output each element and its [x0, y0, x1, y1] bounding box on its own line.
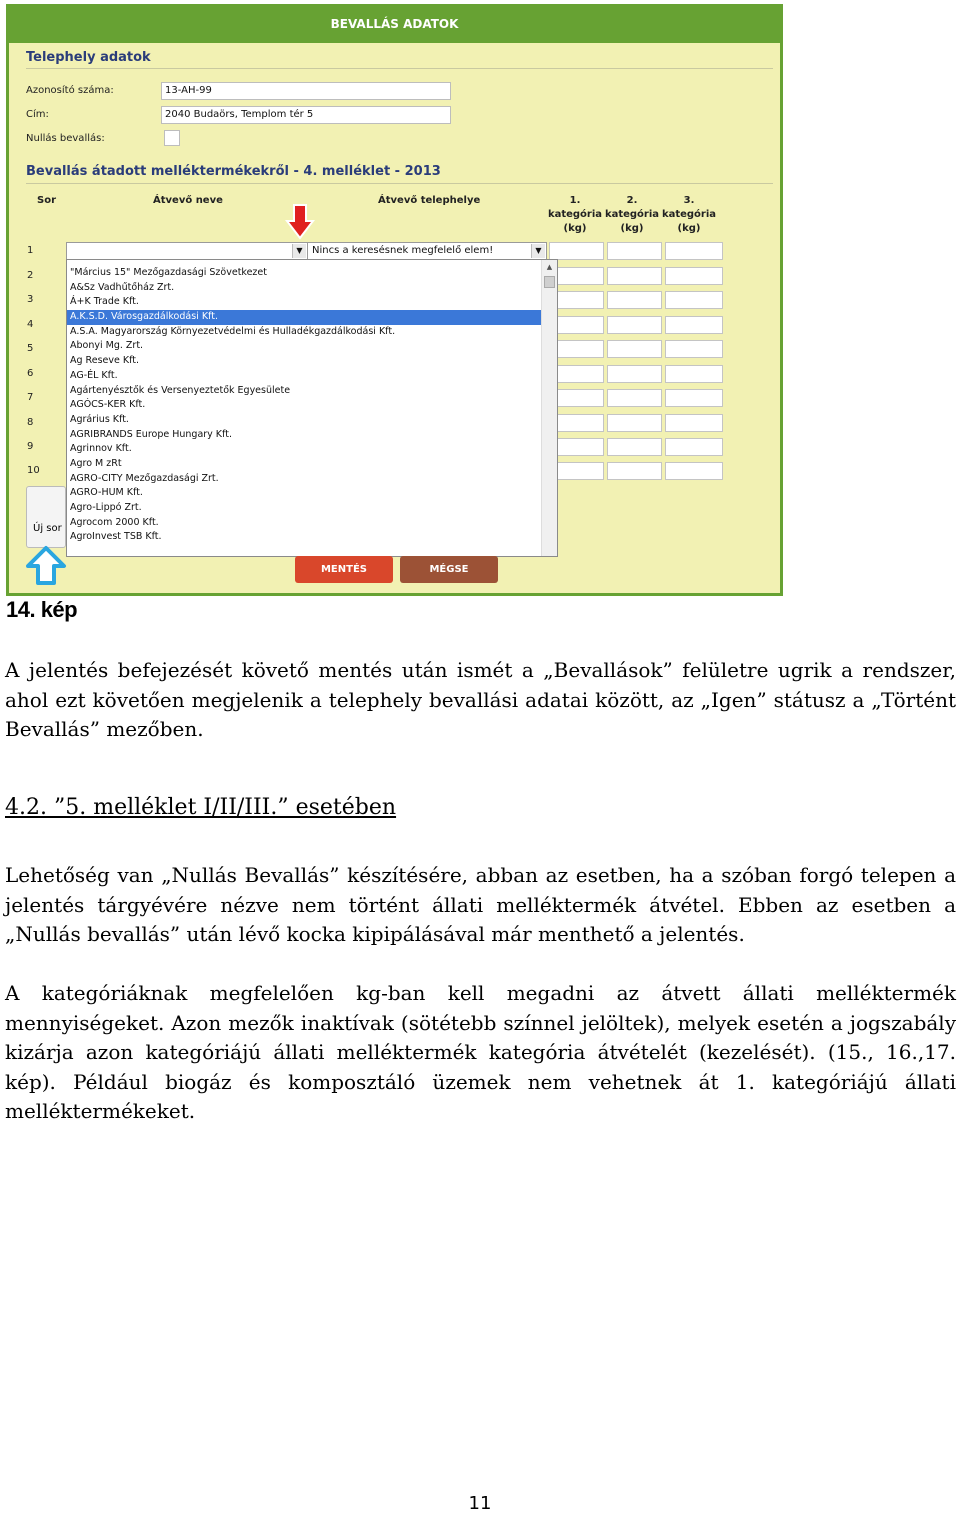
form-header: BEVALLÁS ADATOK — [9, 7, 780, 43]
cat3-input[interactable] — [665, 365, 723, 383]
row-number: 1 — [27, 245, 34, 256]
row-number: 4 — [27, 319, 34, 330]
id-field[interactable]: 13-AH-99 — [161, 82, 451, 100]
cat2-input[interactable] — [607, 242, 662, 260]
dropdown-option[interactable]: AGRO-HUM Kft. — [70, 487, 143, 499]
column-header-receiver-site: Átvevő telephelye — [378, 195, 481, 206]
dropdown-option[interactable]: Agro-Lippó Zrt. — [70, 502, 142, 513]
cat2-input[interactable] — [607, 438, 662, 456]
id-label: Azonosító száma: — [26, 85, 114, 96]
new-row-button[interactable] — [26, 486, 66, 548]
cat2-input[interactable] — [607, 414, 662, 432]
dropdown-chevron-icon[interactable]: ▼ — [531, 244, 545, 258]
scrollbar-thumb[interactable] — [544, 276, 555, 288]
paragraph: A kategóriáknak megfelelően kg-ban kell megadni az átvett állati melléktermék mennyiségeket. Azon mezők inaktívak (sötétebb színnel jelöltek), melyek esetén a jogszabály kizárja azon kategóriájú állati melléktermék kategória átvételét (kezelését). (15., 16.,17. kép). Például biogáz és komposztáló üzemek nem vehetnek át 1. kategóriájú állati melléktermékeket. — [5, 981, 956, 1123]
receiver-site-select[interactable] — [307, 242, 547, 260]
receiver-name-select[interactable] — [66, 242, 308, 260]
dropdown-option[interactable]: A.K.S.D. Városgazdálkodási Kft. — [67, 310, 541, 325]
paragraph: Lehetőség van „Nullás Bevallás” készítésére, abban az esetben, ha a szóban forgó telepen a jelentés tárgyévére nézve nem történt állati melléktermék átvétel. Ebben az esetben a „Nullás bevallás” után lévő kocka kipipálásával már menthető a jelentés. — [5, 863, 956, 946]
column-header-row: Sor — [37, 195, 57, 206]
column-header-cat3: 3. kategória (kg) — [661, 195, 717, 234]
dropdown-option[interactable]: Agrinnov Kft. — [70, 443, 132, 455]
column-header-cat2: 2. kategória (kg) — [604, 195, 660, 234]
cancel-button[interactable]: MÉGSE — [400, 556, 498, 583]
cat3-input[interactable] — [665, 340, 723, 358]
scroll-up-icon[interactable]: ▲ — [546, 263, 553, 271]
divider — [26, 183, 773, 184]
save-button[interactable]: MENTÉS — [295, 556, 393, 583]
page-number: 11 — [468, 1493, 492, 1514]
column-header-receiver-name: Átvevő neve — [153, 195, 223, 206]
receiver-dropdown-list[interactable] — [66, 259, 558, 557]
row-number: 8 — [27, 417, 34, 428]
dropdown-option[interactable]: A&Sz Vadhűtőház Zrt. — [70, 281, 175, 293]
cat2-input[interactable] — [607, 365, 662, 383]
cat3-input[interactable] — [665, 316, 723, 334]
cat2-input[interactable] — [607, 316, 662, 334]
cat3-input[interactable] — [665, 242, 723, 260]
row-number: 6 — [27, 368, 34, 379]
row-number: 9 — [27, 441, 34, 452]
address-field[interactable]: 2040 Budaörs, Templom tér 5 — [161, 106, 451, 124]
cat3-input[interactable] — [665, 462, 723, 480]
new-row-label: Új sor — [33, 523, 62, 534]
dropdown-option[interactable]: Á+K Trade Kft. — [70, 296, 139, 308]
address-label: Cím: — [26, 109, 49, 120]
cat3-input[interactable] — [665, 291, 723, 309]
site-section-title: Telephely adatok — [26, 50, 151, 65]
cat3-input[interactable] — [665, 267, 723, 285]
dropdown-chevron-icon[interactable]: ▼ — [292, 244, 306, 258]
dropdown-option[interactable]: Ag Reseve Kft. — [70, 355, 140, 367]
dropdown-option[interactable]: Abonyi Mg. Zrt. — [70, 340, 144, 352]
row-number: 2 — [27, 270, 34, 281]
row-number: 7 — [27, 392, 34, 403]
receiver-site-value: Nincs a keresésnek megfelelő elem! — [312, 245, 494, 256]
cat1-input[interactable] — [549, 242, 604, 260]
dropdown-option[interactable]: "Március 15" Mezőgazdasági Szövetkezet — [70, 267, 267, 278]
dropdown-option[interactable]: AGÓCS-KER Kft. — [70, 399, 146, 411]
down-arrow-icon — [285, 203, 315, 241]
cat2-input[interactable] — [607, 291, 662, 309]
zero-report-label: Nullás bevallás: — [26, 133, 105, 144]
cat2-input[interactable] — [607, 267, 662, 285]
dropdown-option[interactable]: Agro M zRt — [70, 457, 122, 469]
dropdown-option[interactable]: AGRO-CITY Mezőgazdasági Zrt. — [70, 472, 219, 484]
figure-caption: 14. kép — [6, 597, 78, 622]
column-header-cat1: 1. kategória (kg) — [547, 195, 603, 234]
dropdown-option[interactable]: AGRIBRANDS Europe Hungary Kft. — [70, 428, 232, 440]
dropdown-option[interactable]: Agrocom 2000 Kft. — [70, 516, 159, 528]
dropdown-option[interactable]: AgroInvest TSB Kft. — [70, 531, 162, 543]
row-number: 10 — [27, 465, 40, 476]
divider — [26, 68, 773, 69]
cat2-input[interactable] — [607, 462, 662, 480]
dropdown-option[interactable]: A.S.A. Magyarország Környezetvédelmi és Hulladékgazdálkodási Kft. — [70, 325, 396, 337]
form-screenshot — [6, 4, 783, 596]
report-section-title: Bevallás átadott melléktermékekről - 4. melléklet - 2013 — [26, 164, 441, 179]
paragraph: A jelentés befejezését követő mentés után ismét a „Bevallások” felületre ugrik a rendszer, ahol ezt követően megjelenik a telephely bevallási adatai között, az „Igen” státusz a „Történt Bevallás” mezőben. — [5, 658, 956, 741]
cat3-input[interactable] — [665, 389, 723, 407]
section-heading: 4.2. ”5. melléklet I/II/III.” esetében — [5, 795, 397, 820]
cat2-input[interactable] — [607, 389, 662, 407]
dropdown-scrollbar[interactable] — [541, 260, 557, 556]
up-arrow-icon — [24, 545, 68, 587]
cat3-input[interactable] — [665, 438, 723, 456]
row-number: 3 — [27, 294, 34, 305]
dropdown-option[interactable]: AG-ÉL Kft. — [70, 369, 118, 381]
dropdown-option[interactable]: Agrárius Kft. — [70, 413, 129, 425]
cat3-input[interactable] — [665, 414, 723, 432]
row-number: 5 — [27, 343, 34, 354]
cat2-input[interactable] — [607, 340, 662, 358]
dropdown-options[interactable] — [67, 266, 541, 545]
dropdown-option[interactable]: Agártenyésztők és Versenyeztetők Egyesülete — [70, 384, 291, 396]
zero-report-checkbox[interactable] — [164, 130, 180, 146]
